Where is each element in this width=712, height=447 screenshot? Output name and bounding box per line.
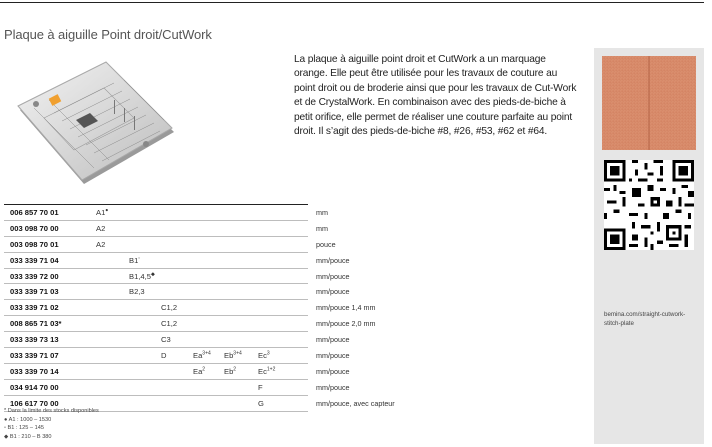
size-a [96,268,129,284]
marker: ▫ [138,255,141,262]
size-g [294,220,308,236]
marker: ◆ [150,270,155,277]
unit-description: mm/pouce [316,287,350,297]
size-c [161,284,193,300]
size-a [96,348,129,364]
size-a [96,284,129,300]
marker: 2 [202,366,206,373]
size-a [96,363,129,379]
article-code: 003 098 70 01 [4,236,96,252]
size-e [224,284,258,300]
table-row [4,284,448,300]
size-e [224,205,258,221]
size-g [294,268,308,284]
size-e: Eb$^2$ [224,363,258,379]
article-code: 003 098 70 00 [4,220,96,236]
article-table [4,204,448,412]
size-e [224,332,258,348]
unit-description: mm/pouce [316,255,350,265]
table-row [4,236,448,252]
size-a [96,316,129,332]
size-f [258,236,294,252]
footnote: ▫ B1 : 125 – 145 [4,425,44,431]
size-g [294,332,308,348]
footnote: ● A1 : 1000 – 1530 [4,416,52,423]
size-f [258,220,294,236]
size-d [193,205,224,221]
footnote: ◆ B1 : 210 – B 380 [4,433,52,440]
article-code: 106 617 70 00 [4,395,96,411]
size-f [258,316,294,332]
table-row [4,332,448,348]
top-rule [0,2,704,3]
marker: 3 [266,350,270,357]
table-row [4,300,448,316]
size-f [258,205,294,221]
size-g [294,300,308,316]
side-panel [594,48,704,444]
product-url[interactable]: bemina.com/straight-cutwork-stitch-plate [604,311,686,327]
size-d: $Ea^{3+4}$ [193,348,224,364]
size-g [294,348,308,364]
size-a [96,332,129,348]
table-row [4,316,448,332]
size-b: B1▫ [129,252,161,268]
size-b [129,205,161,221]
size-d [193,268,224,284]
size-g [294,379,308,395]
size-b [129,395,161,411]
size-f: Ec$^3$ [258,348,294,364]
product-description: La plaque à aiguille point droit et CutWork a un marquage orange. Elle peut être utilisée pour les travaux de couture au point droit ou de broderie ainsi que pour les travaux de Cut-Work et de CrystalWork. En combinaison avec des pieds-de-biche à petit orifice, elle permet de réaliser une couture parfaite au point droit. Il s’agit des pieds-de-biche #8, #26, #53, #62 et #64. [294,54,577,138]
size-c: C1,2 [161,316,193,332]
marker: ● [105,207,109,214]
qr-code[interactable] [604,160,694,250]
size-f: G [258,395,294,411]
size-f: $Ec^{1+2}$ [258,363,294,379]
size-e [224,268,258,284]
table-row [4,205,448,221]
size-g [294,363,308,379]
size-d [193,236,224,252]
size-c [161,205,193,221]
size-c [161,395,193,411]
article-code: 033 339 71 03 [4,284,96,300]
size-c [161,363,193,379]
article-code: 033 339 71 02 [4,300,96,316]
article-code: 033 339 71 07 [4,348,96,364]
size-e [224,236,258,252]
size-c: D [161,348,193,364]
size-b: B2,3 [129,284,161,300]
article-code: 006 857 70 01 [4,205,96,221]
unit-description: mm [316,223,328,233]
table-row [4,348,448,364]
size-e [224,300,258,316]
marker: 1+2 [266,366,276,373]
size-f [258,252,294,268]
size-b: B1,4,5◆ [129,268,161,284]
marker: 3+4 [233,350,242,357]
unit-description: mm/pouce 1,4 mm [316,303,376,313]
table-row [4,363,448,379]
article-code: 033 339 72 00 [4,268,96,284]
size-g [294,395,308,411]
size-b [129,316,161,332]
size-e [224,252,258,268]
article-code: 033 339 71 04 [4,252,96,268]
size-a [96,300,129,316]
size-a: A2 [96,220,129,236]
size-f: F [258,379,294,395]
size-f [258,300,294,316]
size-e [224,379,258,395]
size-g [294,316,308,332]
article-code: 033 339 70 14 [4,363,96,379]
size-e [224,220,258,236]
size-c [161,268,193,284]
size-g [294,236,308,252]
size-d [193,395,224,411]
article-code: 033 339 73 13 [4,332,96,348]
size-b [129,300,161,316]
size-b [129,332,161,348]
size-c [161,379,193,395]
size-b [129,220,161,236]
table-row [4,220,448,236]
size-d [193,300,224,316]
size-e [224,316,258,332]
unit-description: mm/pouce [316,382,350,392]
table-row [4,252,448,268]
marker: 2 [233,366,237,373]
size-e: $Eb^{3+4}$ [224,348,258,364]
size-c: C3 [161,332,193,348]
unit-description: mm/pouce [316,366,350,376]
article-code: 008 865 71 03* [4,316,96,332]
size-d [193,332,224,348]
footnotes [4,407,99,441]
unit-description: mm/pouce, avec capteur [316,398,395,408]
size-b [129,236,161,252]
size-d [193,284,224,300]
unit-description: mm/pouce [316,335,350,345]
size-d: Ea$^2$ [193,363,224,379]
size-a [96,395,129,411]
unit-description: mm/pouce [316,271,350,281]
size-b [129,379,161,395]
size-a [96,379,129,395]
unit-description: mm/pouce 2,0 mm [316,319,376,329]
size-g [294,205,308,221]
article-code: 034 914 70 00 [4,379,96,395]
size-b [129,348,161,364]
size-c [161,220,193,236]
size-d [193,220,224,236]
size-a: A2 [96,236,129,252]
footnote: * Dans la limite des stocks disponibles [4,408,99,414]
stitch-plate-image [14,58,179,208]
size-e [224,395,258,411]
size-f [258,268,294,284]
size-b [129,363,161,379]
size-d [193,379,224,395]
unit-description: mm/pouce [316,350,350,360]
size-c [161,252,193,268]
size-g [294,284,308,300]
size-c [161,236,193,252]
marker: 3+4 [202,350,211,357]
size-g [294,252,308,268]
size-c: C1,2 [161,300,193,316]
unit-description: pouce [316,239,336,249]
table-row [4,379,448,395]
size-a: A1● [96,205,129,221]
unit-description: mm [316,207,328,217]
size-f [258,284,294,300]
page-title: Plaque à aiguille Point droit/CutWork [4,27,212,42]
size-d [193,316,224,332]
size-f [258,332,294,348]
size-d [193,252,224,268]
size-a [96,252,129,268]
table-row [4,268,448,284]
fabric-sample-image [602,56,696,150]
